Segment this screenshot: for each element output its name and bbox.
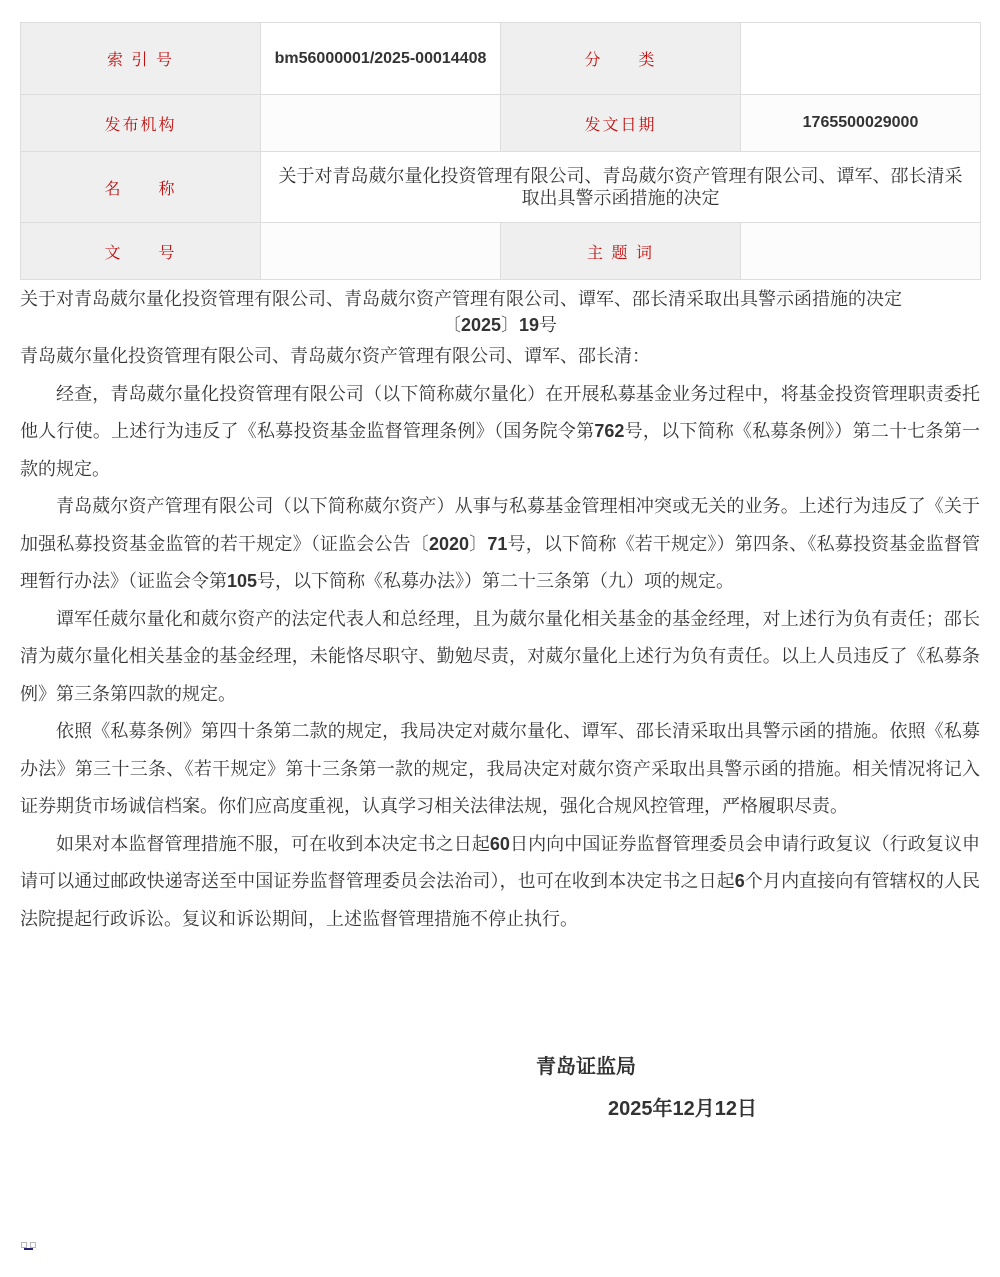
meta-row-index-category (21, 23, 981, 95)
broken-image-bar (24, 1248, 33, 1250)
agency-value (261, 95, 501, 152)
doc-no-value (261, 223, 501, 280)
document-title (20, 286, 980, 338)
broken-image-right-square (30, 1242, 36, 1248)
doc-no-label: 文 号 (21, 223, 261, 280)
paragraph-4: 依照《私募条例》第四十条第二款的规定，我局决定对葳尔量化、谭军、邵长清采取出具警示函的措施。依照《私募办法》第三十三条、《若干规定》第十三条第一款的规定，我局决定对葳尔资产采取出具警示函的措施。相关情况将记入证券期货市场诚信档案。你们应高度重视，认真学习相关法律法规，强化合规风控管理，严格履职尽责。 (20, 721, 980, 816)
signature-block (20, 1046, 980, 1130)
index-label: 索 引 号 (21, 23, 261, 95)
category-value (741, 23, 981, 95)
name-value: 关于对青岛葳尔量化投资管理有限公司、青岛葳尔资产管理有限公司、谭军、邵长清采取出具警示函措施的决定 (261, 152, 981, 223)
issue-date-value: 1765500029000 (741, 95, 981, 152)
signature-agency: 青岛证监局 (536, 1056, 636, 1078)
broken-image-icon (21, 1242, 37, 1251)
meta-row-docno-subject (21, 223, 981, 280)
meta-row-agency-date (21, 95, 981, 152)
subject-label: 主 题 词 (501, 223, 741, 280)
document-title-text: 关于对青岛葳尔量化投资管理有限公司、青岛葳尔资产管理有限公司、谭军、邵长清采取出具警示函措施的决定 (20, 289, 902, 309)
name-label: 名 称 (21, 152, 261, 223)
paragraph-2: 青岛葳尔资产管理有限公司（以下简称葳尔资产）从事与私募基金管理相冲突或无关的业务。上述行为违反了《关于加强私募投资基金监管的若干规定》（证监会公告〔2020〕71号，以下简称《若干规定》）第四条、《私募投资基金监督管理暂行办法》（证监会令第105号，以下简称《私募办法》）第二十三条第（九）项的规定。 (20, 496, 981, 591)
paragraph-5: 如果对本监督管理措施不服，可在收到本决定书之日起60日内向中国证券监督管理委员会申请行政复议（行政复议申请可以通过邮政快递寄送至中国证券监督管理委员会法治司），也可在收到本决定书之日起6个月内直接向有管辖权的人民法院提起行政诉讼。复议和诉讼期间，上述监督管理措施不停止执行。 (20, 833, 981, 929)
agency-label: 发布机构 (21, 95, 261, 152)
meta-table (20, 22, 981, 280)
document-body (20, 286, 980, 1130)
meta-row-name (21, 152, 981, 223)
issue-date-label: 发文日期 (501, 95, 741, 152)
paragraph-1: 经查，青岛葳尔量化投资管理有限公司（以下简称葳尔量化）在开展私募基金业务过程中，将基金投资管理职责委托他人行使。上述行为违反了《私募投资基金监督管理条例》（国务院令第762号，以下简称《私募条例》）第二十七条第一款的规定。 (20, 383, 981, 479)
subject-value (741, 223, 981, 280)
document-text (20, 338, 980, 938)
paragraph-3: 谭军任葳尔量化和葳尔资产的法定代表人和总经理，且为葳尔量化相关基金的基金经理，对上述行为负有责任；邵长清为葳尔量化相关基金的基金经理，未能恪尽职守、勤勉尽责，对葳尔量化上述行为负有责任。以上人员违反了《私募条例》第三条第四款的规定。 (20, 608, 980, 704)
salutation: 青岛葳尔量化投资管理有限公司、青岛葳尔资产管理有限公司、谭军、邵长清： (20, 346, 650, 366)
index-value: bm56000001/2025-00014408 (261, 23, 501, 95)
signature-date: 2025年12月12日 (608, 1098, 757, 1120)
document-number: 〔2025〕19号 (442, 315, 558, 335)
category-label: 分 类 (501, 23, 741, 95)
